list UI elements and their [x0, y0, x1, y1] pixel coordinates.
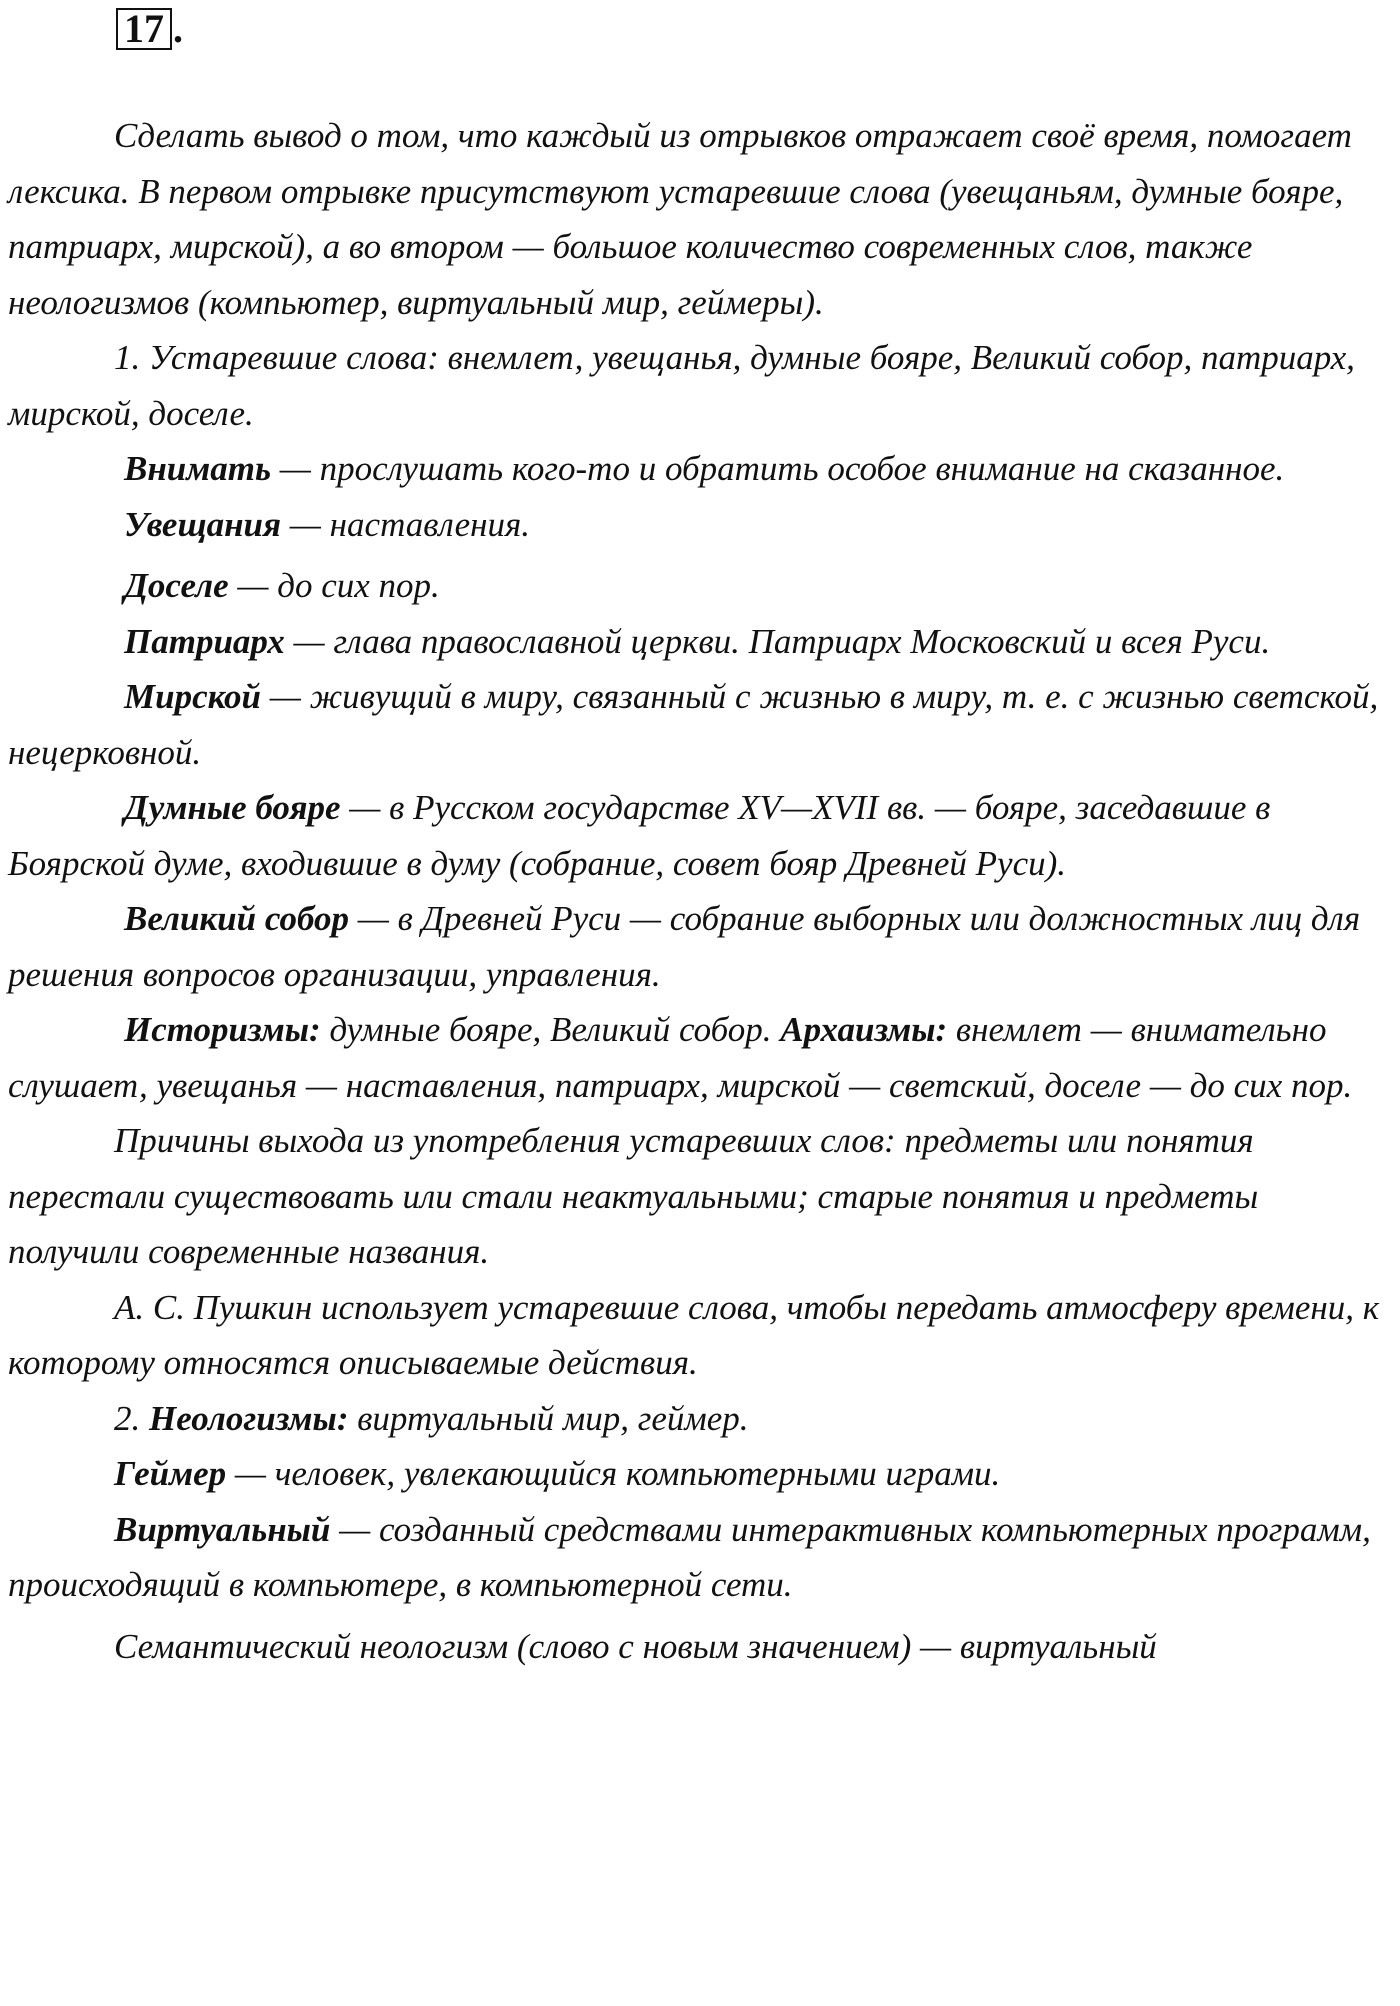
neologisms-label: Неологизмы: [149, 1398, 349, 1438]
paragraph-reasons: Причины выхода из употребления устаревших слов: предметы или понятия перестали существовать или стали неактуальными; старые понятия и предметы получили современные названия. [8, 1121, 1259, 1271]
term: Виртуальный [114, 1509, 331, 1549]
task-number [116, 6, 183, 51]
task-number-box: 17 [116, 8, 172, 50]
neologisms-text: виртуальный мир, геймер. [348, 1398, 749, 1438]
definition-dumnye-boyare [8, 780, 1392, 891]
definition-mirskoy [8, 669, 1392, 780]
archaisms-label: Архаизмы: [780, 1010, 948, 1049]
paragraph-archaic-words: 1. Устаревшие слова: внемлет, увещанья, думные бояре, Великий собор, патриарх, мирской, доселе. [8, 338, 1355, 433]
historisms-label: Историзмы: [124, 1010, 321, 1049]
task-number-dot: . [173, 6, 183, 51]
term: Великий собор [124, 899, 350, 938]
definition-text: — прослушать кого-то и обратить особое внимание на сказанное. [270, 449, 1285, 488]
definition-dosele [8, 558, 1392, 614]
definition-velikiy-sobor [8, 891, 1392, 1002]
definition-text: — глава православной церкви. Патриарх Московский и всея Руси. [284, 621, 1271, 661]
paragraph-conclusion: Сделать вывод о том, что каждый из отрывков отражает своё время, помогает лексика. В первом отрывке присутствуют устаревшие слова (увещаньям, думные бояре, патриарх, мирской), а во втором — большое количество современных слов, также неологизмов (компьютер, виртуальный мир, геймеры). [8, 116, 1352, 322]
definition-text: — человек, увлекающийся компьютерными играми. [226, 1454, 1001, 1493]
term: Думные бояре [124, 788, 341, 827]
definition-geymer [8, 1446, 1392, 1502]
definition-text: — в Древней Руси — собрание выборных или должностных лиц для решения вопросов организации, управления. [8, 899, 1361, 994]
document-body [8, 108, 1392, 1674]
definition-virtualnyy [8, 1502, 1392, 1613]
archaisms-text: внемлет — внимательно слушает, увещанья — наставления, патриарх, мирской — светский, доселе — до сих пор. [8, 1010, 1353, 1105]
term: Патриарх [124, 621, 285, 661]
term: Внимать [124, 449, 271, 488]
historisms-text: думные бояре, Великий собор. [320, 1010, 781, 1049]
term: Доселе [124, 566, 229, 605]
paragraph-neologisms [8, 1391, 1392, 1447]
term: Увещания [124, 504, 282, 544]
definition-text: — до сих пор. [228, 566, 440, 605]
definition-text: — созданный средствами интерактивных компьютерных программ, происходящий в компьютере, в компьютерной сети. [8, 1509, 1371, 1604]
term: Геймер [114, 1454, 227, 1493]
definition-vnimat [8, 441, 1392, 497]
paragraph-historisms-archaisms [8, 1002, 1392, 1113]
definition-uveshchaniya [8, 497, 1392, 553]
paragraph-pushkin: А. С. Пушкин использует устаревшие слова, чтобы передать атмосферу времени, к которому относятся описываемые действия. [8, 1287, 1380, 1382]
definition-text: — живущий в миру, связанный с жизнью в миру, т. е. с жизнью светской, нецерковной. [8, 677, 1379, 772]
definition-patriarh [8, 614, 1392, 670]
paragraph-semantic-neologism: Семантический неологизм (слово с новым значением) — виртуальный [114, 1626, 1157, 1666]
term: Мирской [124, 677, 261, 716]
definition-text: — в Русском государстве XV—XVII вв. — бояре, заседавшие в Боярской думе, входившие в думу (собрание, совет бояр Древней Руси). [8, 788, 1271, 883]
neologisms-prefix: 2. [114, 1398, 149, 1438]
definition-text: — наставления. [281, 504, 531, 544]
